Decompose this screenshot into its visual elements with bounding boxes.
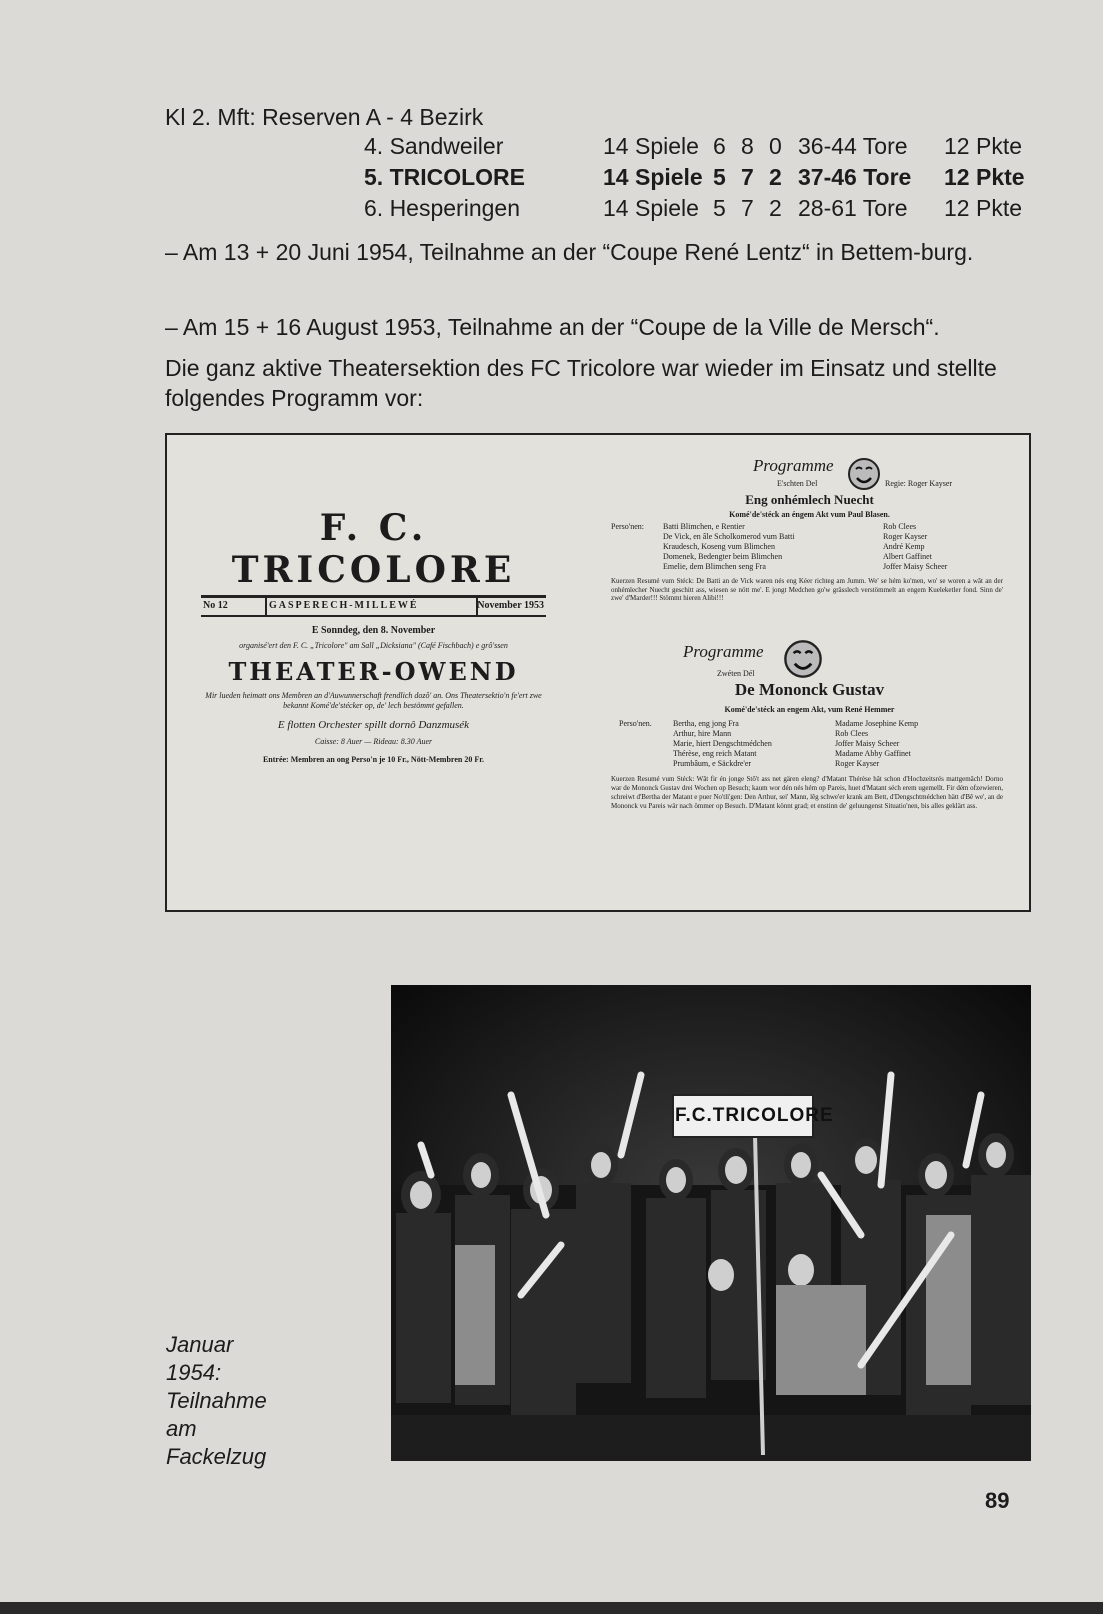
theatre-mask-icon: [783, 639, 823, 679]
cast-actor: Albert Gaffinet: [883, 552, 932, 561]
cast-role: Batti Blimchen, e Rentier: [663, 522, 745, 531]
bar-divider: [265, 598, 267, 615]
points: 12 Pkte: [944, 195, 1022, 221]
games: 14 Spiele: [603, 195, 699, 221]
program2-summary: Kuerzen Resumé vum Stéck: Wât fir én jonge Stô't ass net gären eleng? d'Matant Thérèse hât schon d'Hochzeitsrés mattgemâch! Dorno war de Mononck Gustav drei Wochen op Besuch; kaum wor dén nés hém op Pareis, huet d'Matant séch erem ugemellt. Fir dém ofzewieren, schreiwt d'Bertha der Matant e puer No'tli'gen: Den Arthur, sei' Mann, lêg schwe'er krank am Bett, d'Dengschtmédchen hätt d'Bê we', an de Mononck vu Pareis wär nach ömmer op Besuch. D'Matant könnt grad; et enstinn de' geluungenst Situatio'nen, bis alles geklärt ass.: [611, 775, 1003, 810]
program2-persons-label: Perso'nen.: [619, 719, 652, 728]
poster-orchestra: E flotten Orchester spillt dornô Danzmusék: [277, 719, 470, 731]
caption-line: 1954:: [166, 1360, 222, 1385]
team-name: 4. Sandweiler: [364, 133, 504, 159]
poster-place: GASPERECH-MILLEWÉ: [269, 600, 419, 611]
caption-line: Teilnahme: [166, 1388, 267, 1413]
poster-intro: organisé'ert den F. C. „Tricolore" am Sall „Dicksiana" (Café Fischbach) e grô'ssen: [239, 641, 508, 650]
poster-sunday: E Sonndeg, den 8. November: [311, 625, 436, 636]
goals: 37-46 Tore: [798, 164, 912, 190]
program1-label: Programme: [753, 456, 834, 475]
cast-role: Kraudesch, Koseng vum Blimchen: [663, 542, 775, 551]
program2-part: Zwéten Dél: [717, 669, 755, 678]
cast-role: Emelie, dem Blimchen seng Fra: [663, 562, 766, 571]
standings-row-highlight: [0, 164, 1103, 194]
program2-play-subtitle: Komé'de'stéck an engem Akt, vum René Hemmer: [724, 705, 895, 714]
poster-number: No 12: [203, 600, 228, 611]
program1-cast: [663, 522, 795, 572]
goals: 28-61 Tore: [798, 195, 908, 221]
cast-actor: Roger Kayser: [835, 759, 880, 768]
paragraph-coupe-mersch: – Am 15 + 16 August 1953, Teilnahme an der “Coupe de la Ville de Mersch“.: [165, 314, 940, 340]
page-number: 89: [985, 1488, 1010, 1513]
wins: 5: [713, 164, 726, 190]
standings-row: [0, 133, 1103, 163]
cast-role: Bertha, eng jong Fra: [673, 719, 739, 728]
caption-line: Fackelzug: [166, 1444, 267, 1469]
losses: 2: [769, 164, 782, 190]
caption-line: Januar: [166, 1332, 234, 1357]
standings-heading: Kl 2. Mft: Reserven A - 4 Bezirk: [165, 104, 484, 130]
bottom-edge: [0, 1602, 1103, 1614]
draws: 7: [741, 164, 754, 190]
poster-theatre: THEATER-OWEND: [228, 657, 519, 686]
paragraph-theatre-intro: Die ganz aktive Theatersektion des FC Tricolore war wieder im Einsatz und stellte folgendes Programm vor:: [165, 355, 997, 411]
cast-actor: Joffer Maisy Scheer: [883, 562, 948, 571]
poster-date: November 1953: [477, 600, 544, 611]
wins: 6: [713, 133, 726, 159]
poster-caisse: Caisse: 8 Auer — Rideau: 8.30 Auer: [314, 737, 433, 746]
losses: 0: [769, 133, 782, 159]
program1-part: E'schten Del: [777, 479, 818, 488]
program1-persons-label: Perso'nen:: [611, 522, 644, 531]
games: 14 Spiele: [603, 133, 699, 159]
points: 12 Pkte: [944, 133, 1022, 159]
cast-role: Arthur, hire Mann: [673, 729, 732, 738]
program2-actors: [835, 719, 918, 769]
poster-title: F. C. TRICOLORE: [231, 507, 516, 591]
wins: 5: [713, 195, 726, 221]
team-name: 5. TRICOLORE: [364, 164, 526, 190]
caption-line: am: [166, 1416, 197, 1441]
cast-role: De Vick, en âle Scholkomerod vum Batti: [663, 532, 795, 541]
program2-cast: [673, 719, 772, 769]
cast-actor: Rob Clees: [883, 522, 917, 531]
program2-label: Programme: [683, 642, 764, 661]
torchlight-procession-photo: [391, 985, 1031, 1461]
cast-actor: Madame Abby Gaffinet: [835, 749, 911, 758]
paragraph-coupe-lentz: – Am 13 + 20 Juni 1954, Teilnahme an der “Coupe René Lentz“ in Bettem-burg.: [165, 239, 974, 265]
games: 14 Spiele: [603, 164, 703, 190]
poster-info-bar: [201, 595, 546, 617]
program1-regie: Regie: Roger Kayser: [885, 479, 953, 488]
program1-play-subtitle: Komé'de'stéck an éngem Akt vum Paul Blasen.: [729, 510, 890, 519]
cast-role: Domenek, Bedengter beim Blimchen: [663, 552, 783, 561]
cast-actor: Madame Josephine Kemp: [835, 719, 919, 728]
program2-play-title: De Mononck Gustav: [734, 680, 885, 699]
draws: 7: [741, 195, 754, 221]
cast-actor: Joffer Maisy Scheer: [835, 739, 900, 748]
cast-role: Thérèse, eng reich Matant: [673, 749, 757, 758]
poster-invite: Mir lueden heimatt ons Membren an d'Auwunnerschaft frendlich dozô' an. Ons Theatersektio'n fe'ert zwe bekannt Komé'de'stécker op, de' lech bestömmt gefallen.: [205, 691, 542, 710]
standings-row: [0, 195, 1103, 225]
theatre-mask-icon: [847, 457, 881, 491]
goals: 36-44 Tore: [798, 133, 908, 159]
photo-caption: [166, 1331, 267, 1471]
cast-actor: Roger Kayser: [883, 532, 928, 541]
program1-actors: [883, 522, 947, 572]
cast-role: Marie, hiert Dengschtmédchen: [673, 739, 772, 748]
team-name: 6. Hesperingen: [364, 195, 520, 221]
points: 12 Pkte: [944, 164, 1025, 190]
program1-summary: Kuerzen Resumé vum Stéck: De Batti an de Vick waren nés eng Kéer richteg am Jumm. We' se hém ko'men, wo' se woren a wât an der onhémlecher Nuecht geschitt ass, wiesen se nött me'. E jongt Medchen go'w grässlech verstömmelt an engem Kueleketler fond. Sinn de' zwe' d'Marder!!! Stömmt hieren Alibi!!!: [611, 577, 1003, 602]
cast-actor: André Kemp: [883, 542, 925, 551]
sign-text: F.C.TRICOLORE: [675, 1105, 834, 1126]
program1-play-title: Eng onhémlech Nuecht: [745, 492, 874, 507]
cast-actor: Rob Clees: [835, 729, 869, 738]
cast-role: Prumbâum, e Säckdre'er: [673, 759, 752, 768]
poster-entry: Entrée: Membren an ong Perso'n je 10 Fr., Nött-Membren 20 Fr.: [262, 755, 485, 764]
losses: 2: [769, 195, 782, 221]
draws: 8: [741, 133, 754, 159]
theatre-program-figure: [165, 433, 1031, 912]
poster-left: [201, 507, 546, 764]
